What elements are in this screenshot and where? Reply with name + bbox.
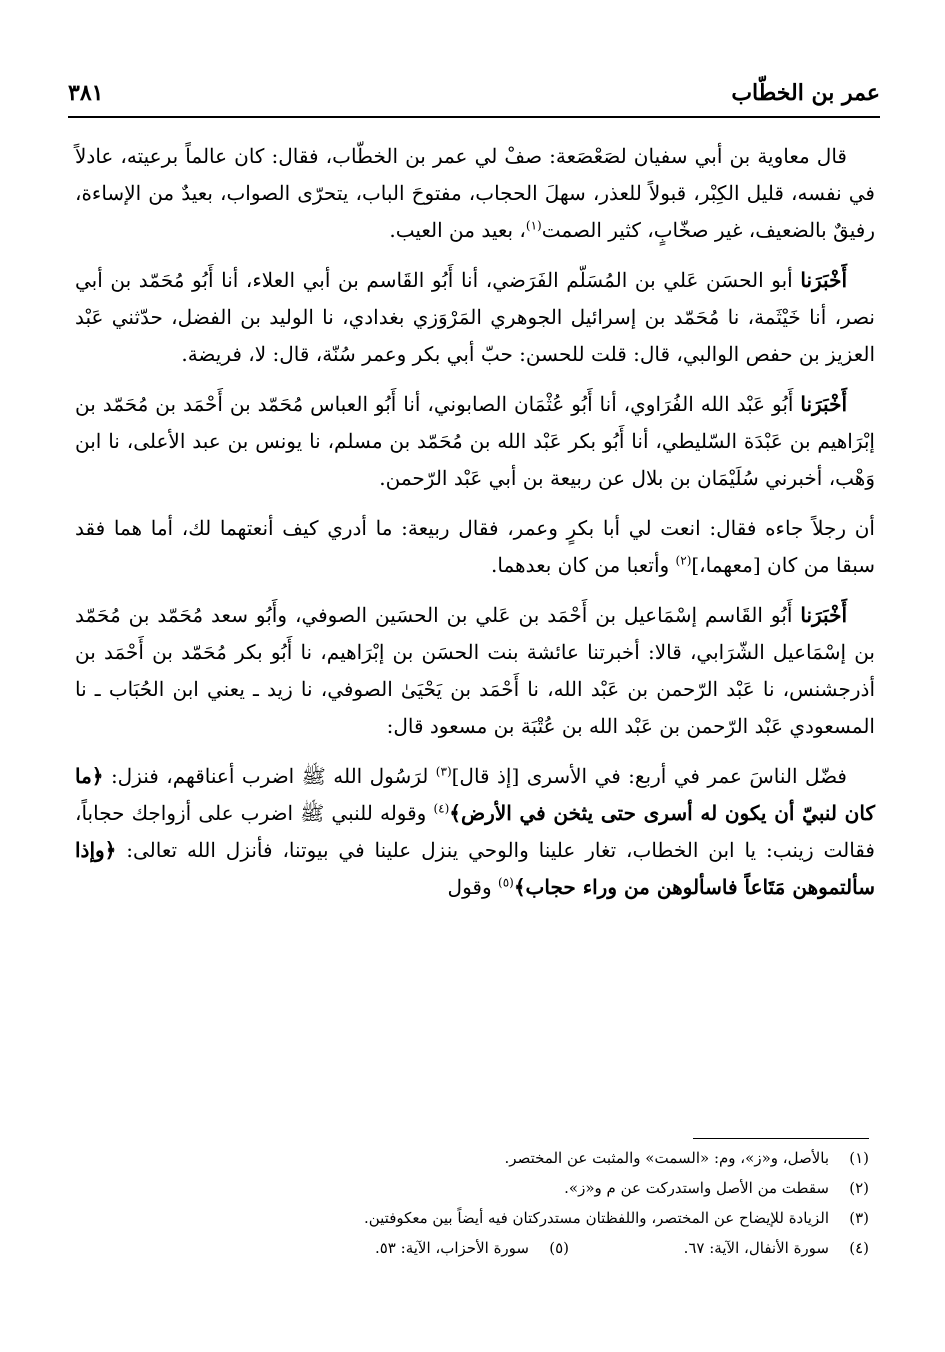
footnote-ref: (١) — [525, 218, 542, 233]
paragraph-6 — [75, 758, 875, 906]
footnote-1 — [69, 1143, 869, 1173]
footnote-ref: (٢) — [675, 553, 692, 568]
page-number: ٣٨١ — [68, 80, 104, 106]
running-title: عمر بن الخطّاب — [731, 80, 880, 106]
footnote-5 — [375, 1233, 569, 1263]
footnote-ref: (٣) — [435, 764, 452, 779]
footnote-text: سقطت من الأصل واستدركت عن م و«ز». — [564, 1179, 829, 1197]
footnotes — [69, 1143, 869, 1263]
footnote-text: الزيادة للإيضاح عن المختصر، واللفظتان مستدركتان فيه أيضاً بين معكوفتين. — [363, 1209, 829, 1227]
paragraph-text: قال معاوية بن أبي سفيان لصَعْصَعة: صفْ لي عمر بن الخطّاب، فقال: كان عالماً برعيته، عادلاً في نفسه، قليل الكِبْر، قبولاً للعذر، سهلَ الحجاب، مفتوحَ الباب، يتحرّى الصواب، بعيدٌ من الإساءة، رفيقٌ بالضعيف، غير صخّابٍ، كثير الصمت — [75, 144, 875, 242]
footnote-row — [69, 1233, 869, 1263]
paragraph-5 — [75, 597, 875, 745]
paragraph-2 — [75, 262, 875, 373]
paragraph-text: أَبُو القَاسم إسْمَاعيل بن أَحْمَد بن عَلي بن الحسَين الصوفي، وأَبُو سعد مُحَمّد بن مُحَمّد بن إسْمَاعيل الشّرَابي، قالا: أخبرتنا عائشة بنت الحسَن بن إبْرَاهيم، نا أَبُو بكر مُحَمّد بن أَحْمَد بن أذرجشنس، نا عَبْد الرّحمن بن عَبْد الله، نا أَحْمَد بن يَحْيَىٰ الصوفي، نا زيد ـ يعني ابن الحُبَاب ـ نا المسعودي عَبْد الرّحمن بن عَبْد الله بن عُتْبَة بن مسعود قال: — [75, 603, 875, 738]
footnote-divider — [693, 1138, 869, 1139]
footnote-number: (٣) — [849, 1209, 869, 1227]
footnote-3 — [69, 1203, 869, 1233]
paragraph-text: وقوله للنبي ﷺ اضرب على أزواجك حجاباً، فقالت زينب: يا ابن الخطاب، تغار علينا والوحي ينزل علينا في بيوتنا، فأنزل الله تعالى: — [75, 801, 875, 862]
quran-quote: ﴿ما كان لنبيّ أن يكون له أسرى حتى يثخن في الأرض﴾ — [75, 764, 875, 825]
page-header — [68, 76, 880, 118]
paragraph-text: لرَسُول الله ﷺ اضرب أعناقهم، فنزل: — [103, 764, 436, 788]
main-text — [75, 138, 875, 919]
footnote-number: (٥) — [549, 1239, 569, 1257]
isnad-keyword: أَخْبَرَنا — [800, 392, 847, 416]
footnote-4 — [569, 1233, 869, 1263]
paragraph-text: وأتعبا من كان بعدهما. — [491, 553, 676, 577]
footnote-text: بالأصل، و«ز»، وم: «السمت» والمثبت عن المختصر. — [504, 1149, 829, 1167]
paragraph-text: أبو الحسَن عَلي بن المُسَلّم الفَرَضي، أنا أَبُو القَاسم بن أبي العلاء، أنا أَبُو مُحَمّد بن أبي نصر، أنا خَيْثَمة، نا مُحَمّد بن إسرائيل الجوهري المَرْوَزي بغدادي، نا الوليد بن الفضل، حدّثني عَبْد العزيز بن حفص الوالبي، قال: قلت للحسن: حبّ أبي بكر وعمر سُنّة، قال: لا، فريضة. — [75, 268, 875, 366]
footnote-2 — [69, 1173, 869, 1203]
paragraph-text: أَبُو عَبْد الله الفُرَاوي، أنا أَبُو عُثْمَان الصابوني، أنا أَبُو العباس مُحَمّد بن أَحْمَد بن مُحَمّد بن إبْرَاهيم بن عَبْدَة السّليطي، أنا أَبُو بكر عَبْد الله بن مُحَمّد بن مسلم، نا يونس بن عبد الأعلى، نا ابن وَهْب، أخبرني سُلَيْمَان بن بلال عن ربيعة بن أبي عَبْد الرّحمن. — [75, 392, 875, 490]
footnote-text: سورة الأنفال، الآية: ٦٧. — [683, 1239, 829, 1257]
paragraph-1 — [75, 138, 875, 249]
footnote-number: (٤) — [849, 1239, 869, 1257]
footnote-text: سورة الأحزاب، الآية: ٥٣. — [374, 1239, 529, 1257]
paragraph-text: وقول — [447, 875, 498, 899]
footnote-ref: (٤) — [433, 801, 450, 816]
quran-quote: ﴿وإذا سألتموهن مَتَاعاً فاسألوهن من وراء حجاب﴾ — [75, 838, 875, 899]
paragraph-3 — [75, 386, 875, 497]
footnote-number: (٢) — [849, 1179, 869, 1197]
paragraph-text: أن رجلاً جاءه فقال: انعت لي أبا بكرٍ وعمر، فقال ربيعة: ما أدري كيف أنعتهما لك، أما هما فقد سبقا من كان [معهما،] — [75, 516, 875, 577]
isnad-keyword: أَخْبَرَنا — [800, 268, 847, 292]
paragraph-4 — [75, 510, 875, 584]
isnad-keyword: أَخْبَرَنا — [800, 603, 847, 627]
footnote-ref: (٥) — [498, 875, 514, 890]
footnote-number: (١) — [849, 1149, 869, 1167]
paragraph-text: ، بعيد من العيب. — [389, 218, 526, 242]
paragraph-text: فضّل الناسَ عمر في أربع: في الأسرى [إذ قال] — [451, 764, 847, 788]
